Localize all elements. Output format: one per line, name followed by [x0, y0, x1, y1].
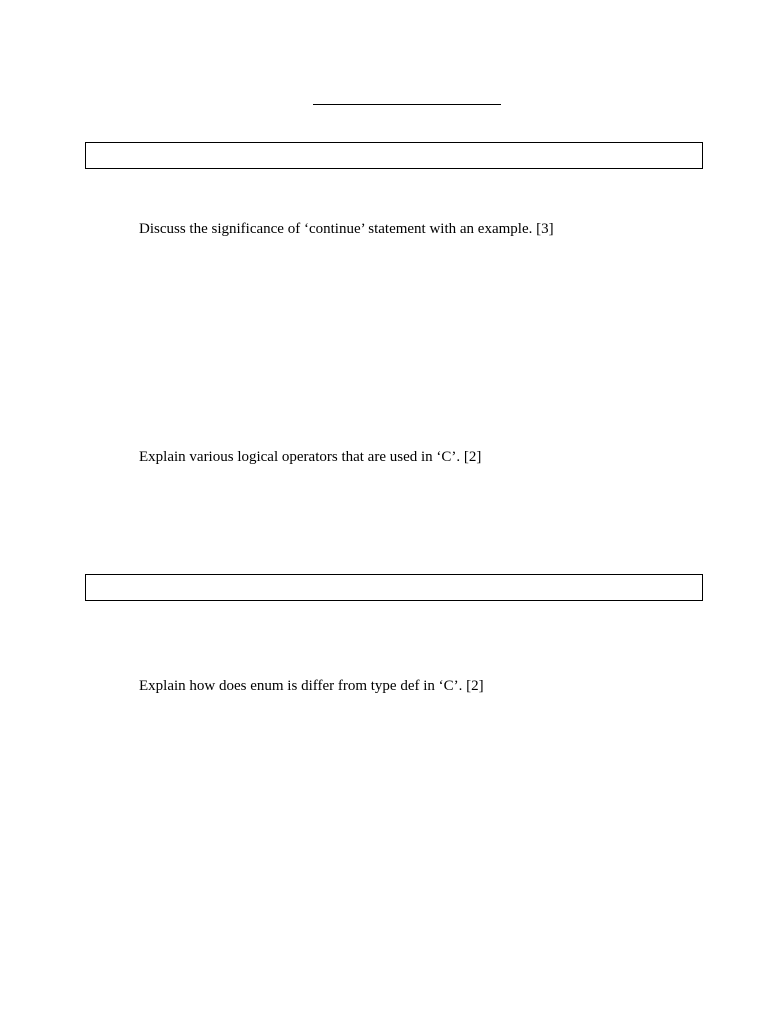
question-3: Explain how does enum is differ from type def in ‘C’. [2] — [139, 678, 484, 694]
question-1: Discuss the significance of ‘continue’ statement with an example. [3] — [139, 221, 554, 237]
section-header-box — [85, 142, 703, 169]
question-2: Explain various logical operators that are used in ‘C’. [2] — [139, 449, 482, 465]
title-underline — [313, 104, 501, 105]
section-header-box — [85, 574, 703, 601]
